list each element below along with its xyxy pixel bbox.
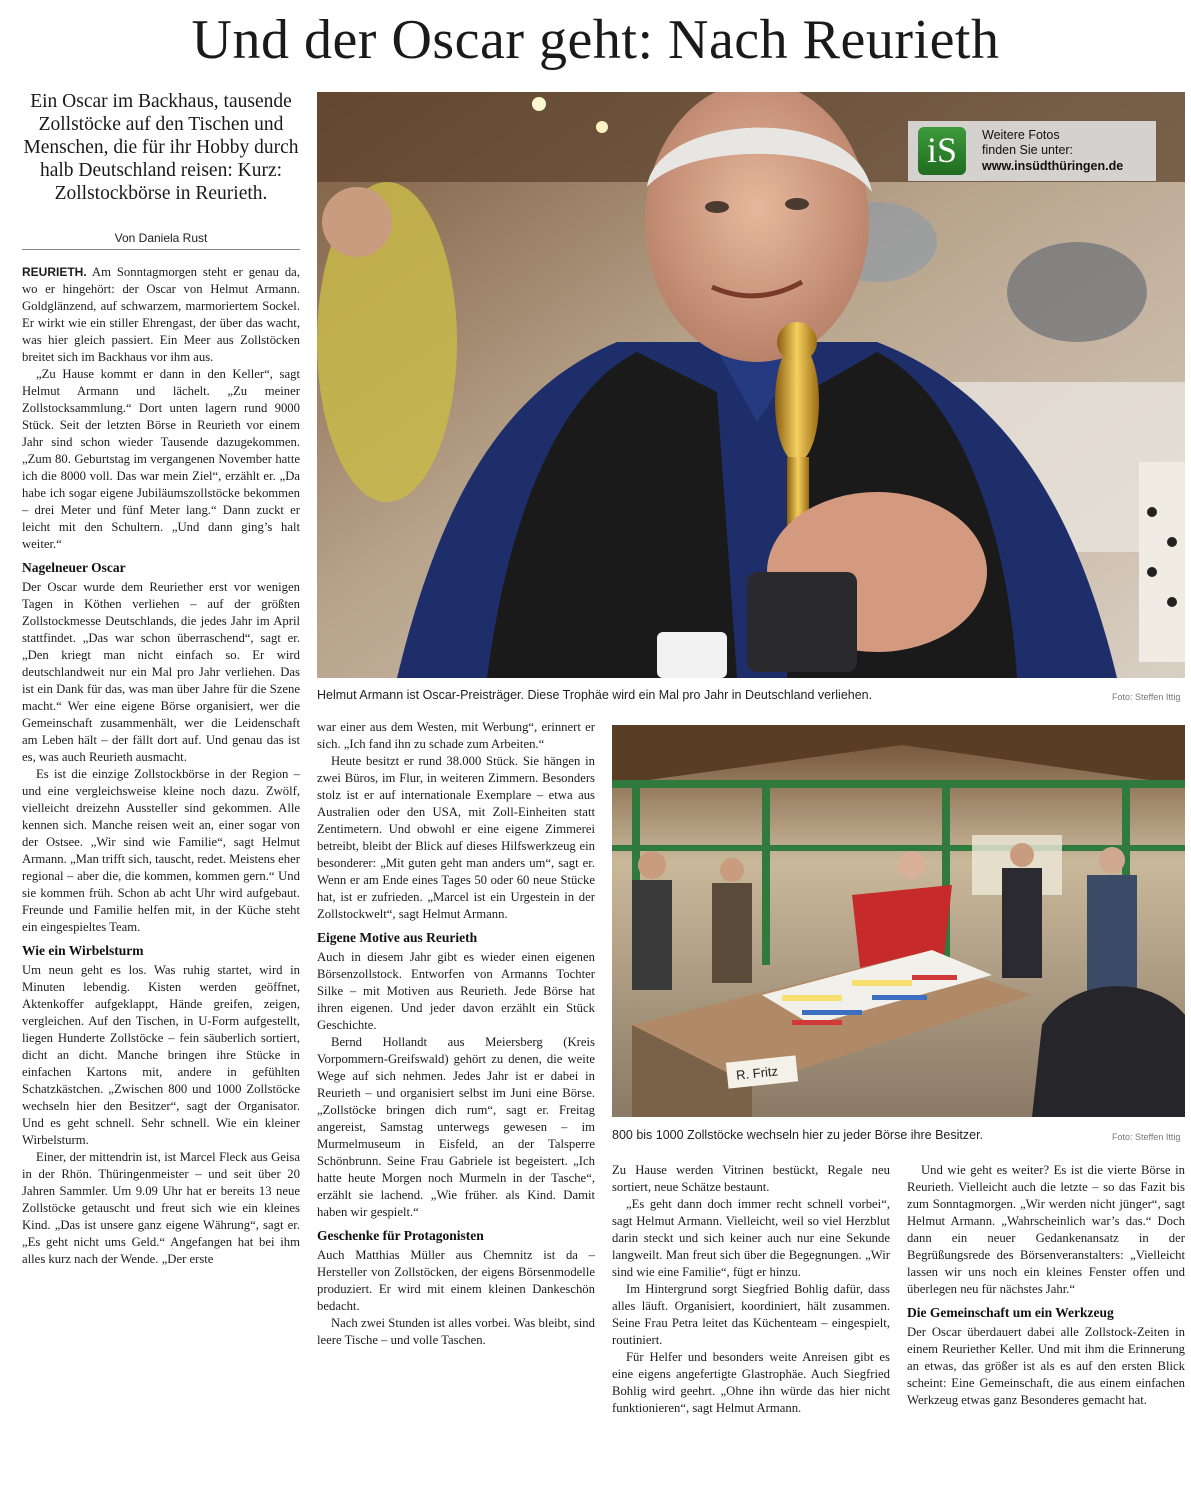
paragraph: war einer aus dem Westen, mit Werbung“, erinnert er sich. „Ich fand ihn zu schade zum Arbeiten.“ (317, 720, 595, 751)
paragraph: Heute besitzt er rund 38.000 Stück. Sie hängen in zwei Büros, im Flur, in weiteren Zimmern. Besonders stolz ist er auf internationale Exemplare – etwa aus Australien oder den USA, mit Zoll-Einheiten statt Zentimetern. Und obwohl er eine eigene Zimmerei betreibt, bleibt der Blick auf dieses Hilfswerkzeug ein besonderer: „Mit guten geht man anders um“, sagt er. Wenn er am Ende eines Tages 50 oder 60 neue Stücke hat, ist er zufrieden. „Marcel ist ein Urgestein in der Zollstockwelt“, sagt Helmut Armann. (317, 754, 595, 921)
photo1-caption: Helmut Armann ist Oscar-Preisträger. Diese Trophäe wird ein Mal pro Jahr in Deutschland verliehen. (317, 688, 873, 702)
subheading: Wie ein Wirbelsturm (22, 943, 144, 958)
photo1-credit: Foto: Steffen Ittig (1112, 692, 1181, 702)
paragraph: Im Hintergrund sorgt Siegfried Bohlig dafür, dass alles läuft. Organisiert, koordiniert, hält zusammen. Seine Frau Petra leitet das Küchenteam – eingespielt, routiniert. (612, 1282, 890, 1347)
lead-text: Ein Oscar im Backhaus, tausende Zollstöcke auf den Tischen und Menschen, die für ihr Hobby durch halb Deutschland reisen: Kurz: Zollstockbörse in Reurieth. (23, 91, 299, 204)
author-line: Von Daniela Rust (22, 231, 300, 250)
paragraph: „Zu Hause kommt er dann in den Keller“, sagt Helmut Armann und lächelt. „Zu meiner Zollstocksammlung.“ Dort unten lagern rund 9000 Stück. Seit der letzten Börse in Reurieth vor einem Jahr sind schon wieder Tausende dazugekommen. „Zum 80. Geburtstag im vergangenen November hatte ich die 8000 voll. Das war mein Ziel“, erzählt er. „Da habe ich sogar eigene Jubiläumszollstöcke bekommen – drei Meter und fünf Meter lang.“ Dann zuckt er leicht mit den Schultern. „Und dann ging’s halt weiter.“ (22, 367, 300, 551)
paragraph: „Es geht dann doch immer recht schnell vorbei“, sagt Helmut Armann. Vielleicht, weil so viel Herzblut darin steckt und sich keiner auch nur eine Sekunde langweilt. Man freut sich über die Begegnungen. „Wir sind wie eine Familie“, fügt er hinzu. (612, 1197, 890, 1279)
subheading: Geschenke für Protagonisten (317, 1228, 484, 1243)
paragraph: Einer, der mittendrin ist, ist Marcel Fleck aus Geisa in der Rhön. Thüringenmeister – und seit über 20 Jahren Sammler. Um 9.09 Uhr hat er bereits 13 neue Zollstöcke getauscht und freut sich wie ein kleines Kind. „Das ist unsere ganz eigene Währung“, sagt er. „Es geht nicht ums Geld.“ Angefangen hat bei ihm alles kurz nach der Wende. „Der erste (22, 1150, 300, 1266)
article-column-4 (907, 1162, 1185, 1409)
paragraph: Bernd Hollandt aus Meiersberg (Kreis Vorpommern-Greifswald) gehört zu denen, die weite Wege auf sich nehmen. Jedes Jahr ist er dabei in Reurieth – und organisiert selbst im Juni eine Börse. „Zollstöcke bringen dich rum“, sagt er. Freitag angereist, Samstag unterwegs gewesen – im Murmelmuseum in Eisfeld, an der Talsperre Schönbrunn. Seine Frau Gabriele ist begeistert. „Ich hatte heute Morgen noch Murmeln in der Tasche“, erzählt sie lachend. „Wie früher. als Kind. Damit haben wir gespielt.“ (317, 1035, 595, 1219)
paragraph: Es ist die einzige Zollstockbörse in der Region – und eine vergleichsweise kleine noch dazu. Zwölf, vielleicht dreizehn Aussteller sind gekommen. Alle kennen sich. Manche reisen weit an, einer sogar von der Ostsee. „Wir sind wie Familie“, sagt Helmut Armann. „Man trifft sich, tauscht, redet. Meistens eher regional – aber die, die kommen, kommen gern.“ Und sie kommen früh. Schon ab acht Uhr wird aufgebaut. Freunde und Familie helfen mit, in der Küche steht ein eingespieltes Team. (22, 767, 300, 934)
paragraph (22, 264, 300, 366)
article-column-1 (22, 264, 300, 1268)
paragraph: Auch Matthias Müller aus Chemnitz ist da – Hersteller von Zollstöcken, der eigens Börsenmodelle produziert. Er wird mit einem kleinen Dankeschön bedacht. (317, 1248, 595, 1313)
paragraph: Der Oscar wurde dem Reuriether erst vor wenigen Tagen in Köthen verliehen – auf der größten Zollstockmesse Deutschlands, die jedes Jahr im April stattfindet. „Das war schon überraschend“, sagt er. „Den kriegt man nicht einfach so. Er wird deutschlandweit nur ein Mal pro Jahr verliehen. Das ist ein Dank für das, was man über Jahre für die Szene macht.“ Wer eine eigene Börse organisiert, wer die Gemeinschaft zusammenhält, wer die Leidenschaft am Leben hält – der fällt dort auf. Und genau das ist es, was auch Reurieth ausmacht. (22, 580, 300, 764)
photo-exchange-hall-image (612, 725, 1185, 1117)
paragraph: Und wie geht es weiter? Es ist die vierte Börse in Reurieth. Vielleicht auch die letzte – so das Fazit bis zum Sonntagmorgen. „Wir werden nicht jünger“, sagt Helmut Armann. „Wahrscheinlich war’s das.“ Doch dann ein neuer Gedankenansatz in der Begrüßungsrede des Börsenveranstalters: „Vielleicht lassen wir uns noch ein kleines Fenster offen und überlegen neu für nächstes Jahr.“ (907, 1163, 1185, 1296)
insuedthueringen-logo: iS (918, 127, 966, 175)
paragraph: Um neun geht es los. Was ruhig startet, wird in Minuten lebendig. Kisten werden geöffnet, Aktenkoffer aufgeklappt, Hände greifen, zeigen, vergleichen. Auf den Tischen, in U-Form aufgestellt, liegen Hunderte Zollstöcke – fein säuberlich sortiert, dicht an dicht. Manche bringen ihre Stücke in einfachen Kartons mit, andere in gefühlten Schatzkästchen. „Zwischen 800 und 1000 Zollstöcke wechseln hier den Besitzer“, sagt der Organisator. Und es geht schnell. Sehr schnell. Wie ein kleiner Wirbelsturm. (22, 963, 300, 1147)
name-sign: R. Fritz (735, 1063, 779, 1083)
promo-url-link[interactable]: www.insüdthüringen.de (982, 159, 1124, 173)
photo2-credit: Foto: Steffen Ittig (1112, 1132, 1181, 1142)
dateline: REURIETH. (22, 265, 87, 279)
article-column-3 (612, 1162, 890, 1417)
subheading: Eigene Motive aus Reurieth (317, 930, 478, 945)
paragraph: Auch in diesem Jahr gibt es wieder einen eigenen Börsenzollstock. Entworfen von Armanns Tochter Silke – mit Motiven aus Reurieth. Jede Börse hat ihren eigenen. Und jeder davon erzählt ein Stück Geschichte. (317, 950, 595, 1032)
paragraph: Für Helfer und besonders weite Anreisen gibt es eine eigens angefertigte Glastrophäe. Auch Siegfried Bohlig wird geehrt. „Ohne ihn würde das hier nicht funktionieren“, sagt Helmut Armann. (612, 1350, 890, 1415)
promo-line-1: Weitere Fotos (982, 128, 1060, 142)
subheading: Nagelneuer Oscar (22, 560, 126, 575)
photo-exchange-hall (612, 725, 1185, 1117)
promo-line-2: finden Sie unter: (982, 143, 1074, 157)
subheading: Die Gemeinschaft um ein Werkzeug (907, 1305, 1114, 1320)
photo2-caption: 800 bis 1000 Zollstöcke wechseln hier zu jeder Börse ihre Besitzer. (612, 1128, 984, 1142)
paragraph: Nach zwei Stunden ist alles vorbei. Was bleibt, sind leere Tische – und volle Taschen. (317, 1316, 595, 1347)
more-photos-box[interactable] (908, 121, 1156, 181)
article-column-2 (317, 719, 595, 1349)
paragraph: Der Oscar überdauert dabei alle Zollstock-Zeiten in einem Reuriether Keller. Und mit ihm die Erinnerung an etwas, das größer ist als es auf den ersten Blick scheint: Eine Gemeinschaft, die aus einem einfachen Werkzeug etwas ganz Besonderes gemacht hat. (907, 1325, 1185, 1407)
paragraph-text: Am Sonntagmorgen steht er genau da, wo er hingehört: der Oscar von Helmut Armann. Goldglänzend, auf schwarzem, marmoriertem Sockel. Er wirkt wie ein stiller Ehrengast, der über das wacht, was hier gleich passiert. Ein Meer aus Zollstöcken breitet sich im Backhaus vor ihm aus. (22, 265, 300, 364)
headline: Und der Oscar geht: Nach Reurieth (191, 9, 1000, 71)
paragraph: Zu Hause werden Vitrinen bestückt, Regale neu sortiert, neue Schätze bestaunt. (612, 1163, 890, 1194)
